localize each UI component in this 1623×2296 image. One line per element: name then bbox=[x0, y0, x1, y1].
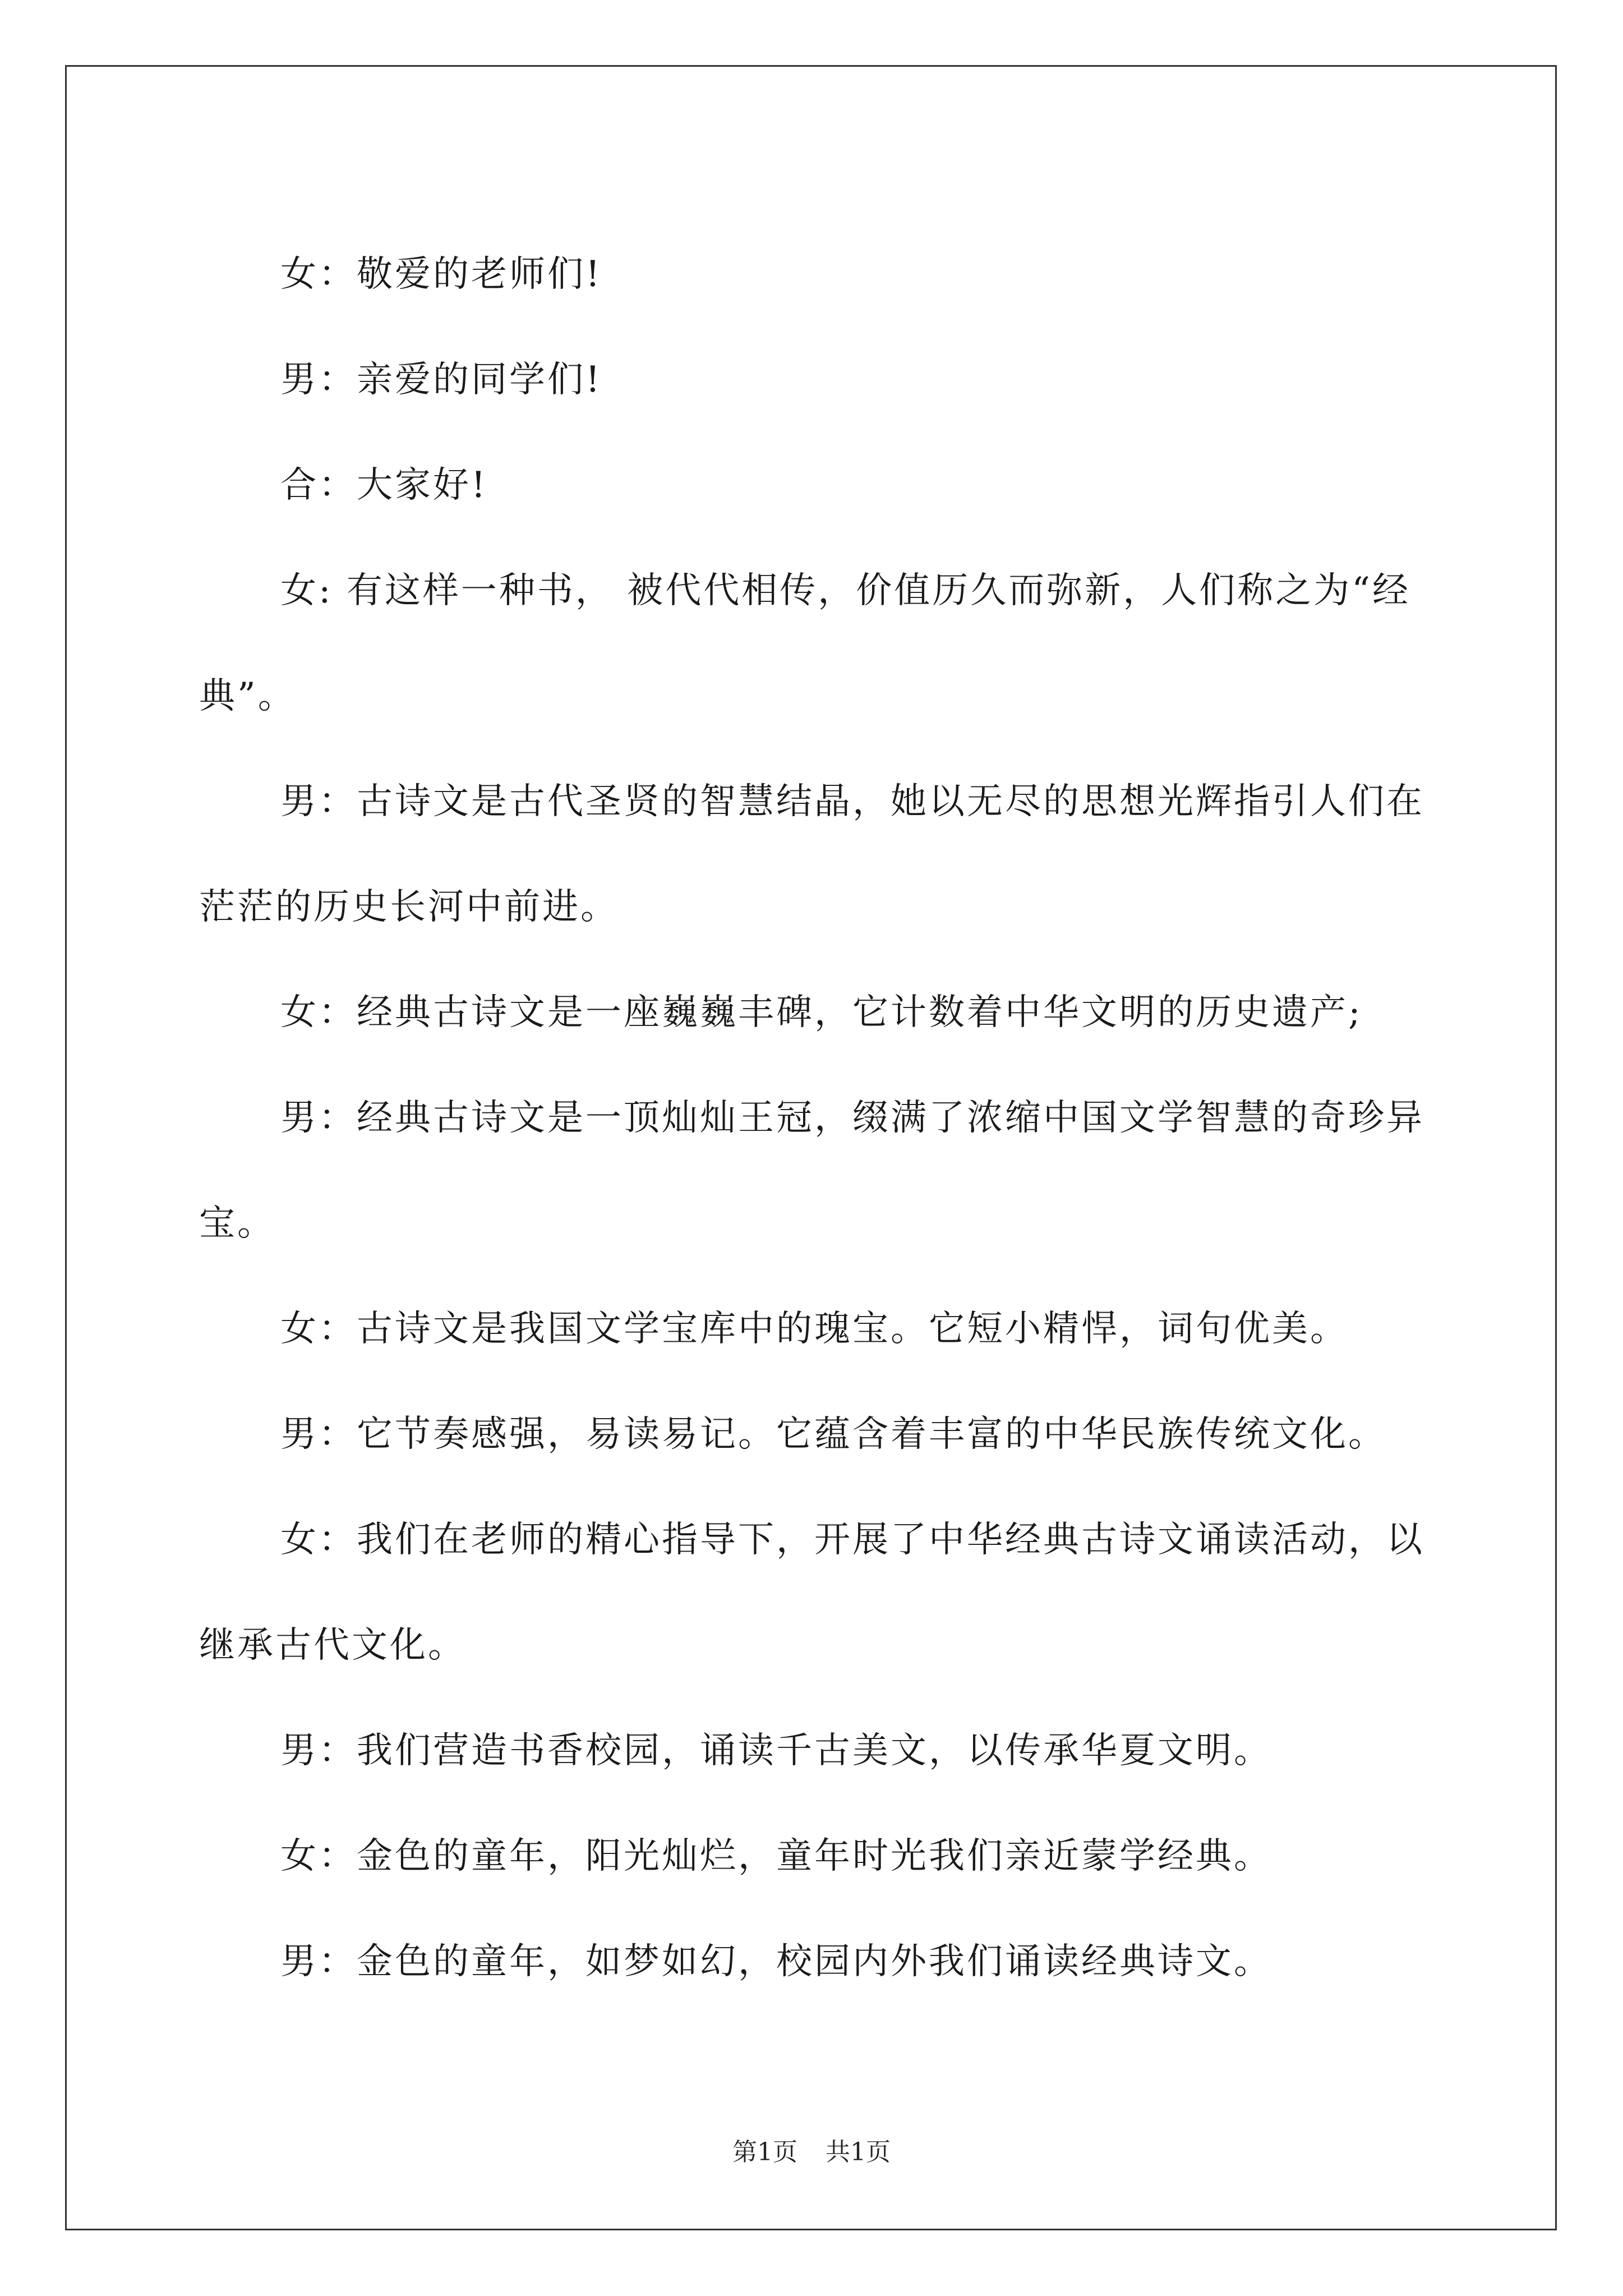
paragraph: 男：我们营造书香校园，诵读千古美文，以传承华夏文明。 bbox=[280, 1730, 1272, 1772]
paragraph: 女：我们在老师的精心指导下，开展了中华经典古诗文诵读活动，以继承古代文化。 bbox=[199, 1519, 1424, 1666]
paragraph: 男：金色的童年，如梦如幻，校园内外我们诵读经典诗文。 bbox=[280, 1941, 1272, 1982]
paragraph: 女：古诗文是我国文学宝库中的瑰宝。它短小精悍，词句优美。 bbox=[280, 1308, 1348, 1350]
paragraph: 合：大家好! bbox=[280, 464, 488, 506]
paragraph: 女：经典古诗文是一座巍巍丰碑，它计数着中华文明的历史遗产; bbox=[280, 992, 1363, 1033]
page-number: 第1页 bbox=[732, 2138, 797, 2166]
page-total: 共1页 bbox=[826, 2138, 891, 2166]
page-footer bbox=[0, 2132, 1623, 2168]
document-body bbox=[199, 222, 1450, 2014]
paragraph: 男：亲爱的同学们! bbox=[280, 359, 602, 401]
paragraph: 女：敬爱的老师们! bbox=[280, 254, 602, 295]
paragraph: 女：金色的童年，阳光灿烂，童年时光我们亲近蒙学经典。 bbox=[280, 1835, 1272, 1877]
paragraph: 男：经典古诗文是一顶灿灿王冠，缀满了浓缩中国文学智慧的奇珍异宝。 bbox=[199, 1097, 1424, 1244]
paragraph: 男：它节奏感强，易读易记。它蕴含着丰富的中华民族传统文化。 bbox=[280, 1414, 1386, 1455]
paragraph: 女: 有这样一种书， 被代代相传，价值历久而弥新，人们称之为“经典”。 bbox=[199, 570, 1410, 717]
paragraph: 男：古诗文是古代圣贤的智慧结晶，她以无尽的思想光辉指引人们在茫茫的历史长河中前进。 bbox=[199, 781, 1424, 928]
